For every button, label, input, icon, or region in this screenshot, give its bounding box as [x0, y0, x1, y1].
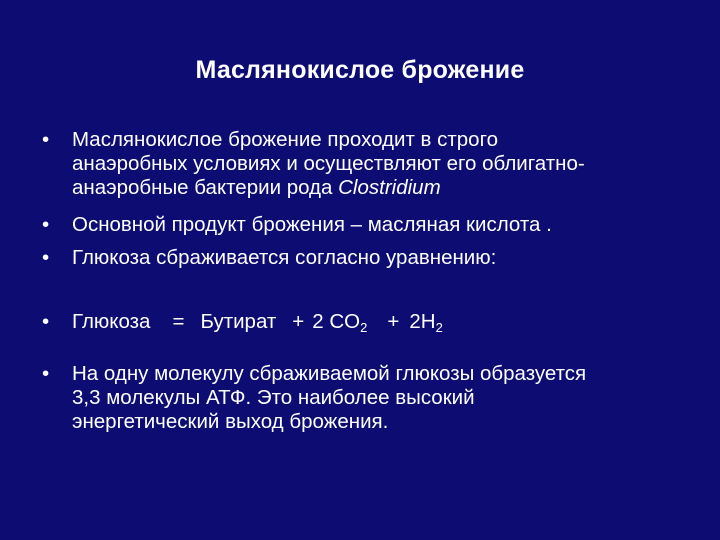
equation-plus: + — [292, 310, 305, 333]
slide-title: Маслянокислое брожение — [195, 56, 525, 84]
equation-h2: 2H — [409, 310, 436, 333]
bullet-marker: • — [42, 310, 50, 333]
bullet-marker: • — [42, 128, 50, 151]
bullet-line: Основной продукт брожения – масляная кислота . — [72, 213, 552, 236]
equation-line — [72, 310, 692, 334]
equation-reactant: Глюкоза — [72, 310, 151, 333]
bullet-item-2 — [42, 213, 692, 237]
bullet-line — [72, 176, 692, 200]
bullet-line: энергетический выход брожения. — [72, 410, 389, 433]
bullet-line-text: анаэробные бактерии рода — [72, 176, 339, 199]
co2-subscript: 2 — [360, 320, 368, 335]
equation — [72, 310, 692, 334]
bullet-line: На одну молекулу сбраживаемой глюкозы образуется — [72, 362, 587, 385]
equation-co2: 2 CO — [312, 310, 361, 333]
bullet-item-5 — [42, 362, 692, 434]
equation-item — [42, 310, 692, 334]
equation-product-butyrate: Бутират — [200, 310, 277, 333]
bullet-text — [72, 213, 692, 237]
bullet-text — [72, 362, 692, 434]
equation-equals: = — [172, 310, 185, 333]
bullet-line: анаэробных условиях и осуществляют его облигатно- — [72, 152, 585, 175]
genus-name: Clostridium — [338, 176, 441, 199]
bullet-marker: • — [42, 362, 50, 385]
bullet-text — [72, 246, 692, 270]
bullet-line: Маслянокислое брожение проходит в строго — [72, 128, 498, 151]
bullet-item-1 — [42, 128, 692, 200]
bullet-marker: • — [42, 246, 50, 269]
bullet-item-3 — [42, 246, 692, 270]
h2-subscript: 2 — [435, 320, 443, 335]
bullet-line: 3,3 молекулы АТФ. Это наиболее высокий — [72, 386, 475, 409]
equation-plus: + — [387, 310, 400, 333]
bullet-line: Глюкоза сбраживается согласно уравнению: — [72, 246, 497, 269]
bullet-marker: • — [42, 213, 50, 236]
bullet-text — [72, 128, 692, 200]
